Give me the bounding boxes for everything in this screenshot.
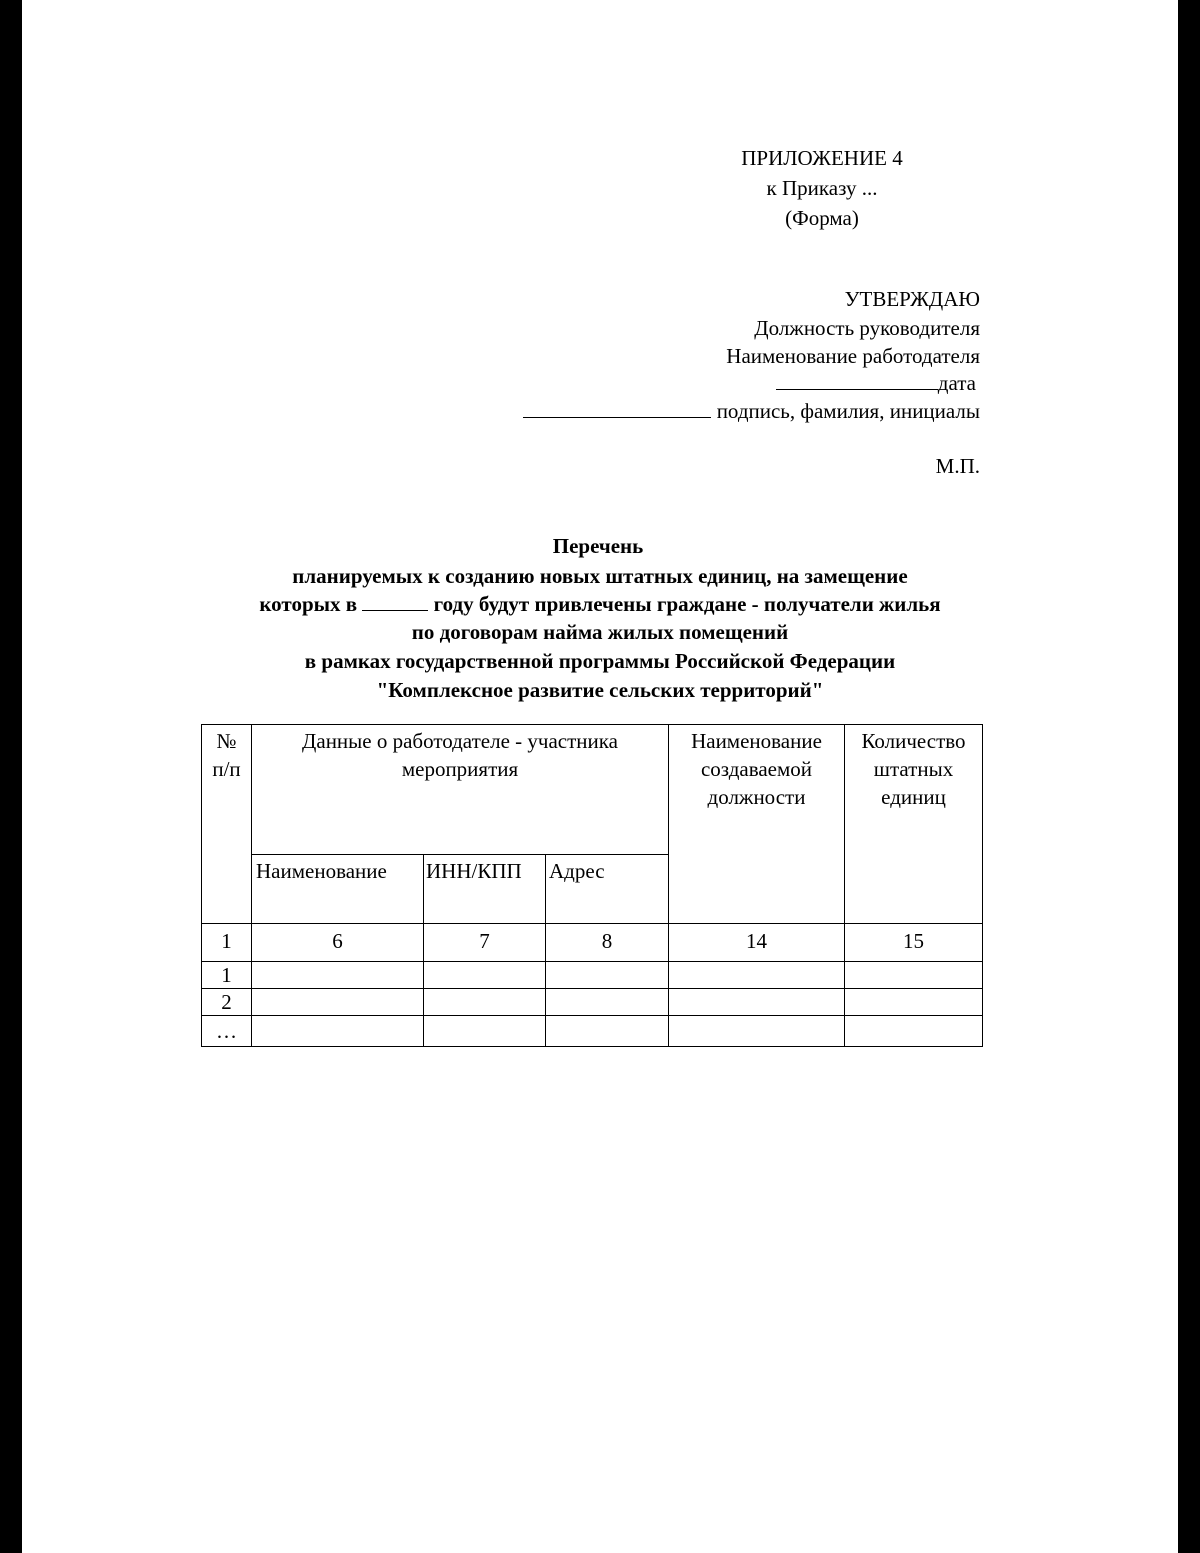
signature-blank — [523, 397, 711, 418]
header-employer-data-text: Данные о работодателе - участника мероприятия — [302, 729, 618, 781]
column-number-8: 8 — [546, 924, 669, 962]
column-numbers-row — [202, 924, 983, 962]
subheader-inn-kpp: ИНН/КПП — [424, 855, 546, 924]
title-line-2: планируемых к созданию новых штатных единиц, на замещение — [292, 564, 908, 588]
header-position-name — [669, 725, 845, 924]
approval-heading: УТВЕРЖДАЮ — [844, 287, 980, 311]
column-number-15: 15 — [845, 924, 983, 962]
subheader-name: Наименование — [252, 855, 424, 924]
empty-cell — [252, 1016, 424, 1047]
title-line-3-end: году будут привлечены граждане - получатели жилья — [433, 592, 941, 616]
row-number: … — [202, 1016, 252, 1047]
header-number-abbr: п/п — [212, 757, 241, 781]
empty-cell — [845, 989, 983, 1016]
title-line-4: по договорам найма жилых помещений — [411, 620, 789, 644]
appendix-order-reference: к Приказу ... — [766, 176, 878, 200]
document-title: Перечень — [552, 534, 644, 558]
subheader-address: Адрес — [546, 855, 669, 924]
header-position-name-text: Наименование создаваемой должности — [691, 729, 822, 809]
row-number: 1 — [202, 962, 252, 989]
document-page — [22, 0, 1178, 1553]
title-line-3-start: которых в — [259, 592, 358, 616]
empty-cell — [424, 1016, 546, 1047]
header-row-number — [202, 725, 252, 924]
approval-date-line — [776, 369, 976, 397]
column-number-14: 14 — [669, 924, 845, 962]
empty-cell — [669, 962, 845, 989]
empty-cell — [252, 962, 424, 989]
table-row — [202, 989, 983, 1016]
column-number-7: 7 — [424, 924, 546, 962]
empty-cell — [546, 962, 669, 989]
title-line-6: "Комплексное развитие сельских территорий" — [376, 678, 824, 702]
column-number-1: 1 — [202, 924, 252, 962]
approval-position: Должность руководителя — [754, 316, 980, 340]
date-blank — [776, 369, 938, 390]
appendix-block — [702, 144, 942, 232]
table-row — [202, 1016, 983, 1047]
signature-label: подпись, фамилия, инициалы — [716, 399, 980, 423]
approval-employer: Наименование работодателя — [726, 344, 980, 368]
appendix-number: ПРИЛОЖЕНИЕ 4 — [741, 146, 903, 170]
date-label: дата — [937, 371, 976, 395]
header-staff-count — [845, 725, 983, 924]
empty-cell — [424, 962, 546, 989]
header-number-sign: № — [216, 729, 237, 753]
empty-cell — [252, 989, 424, 1016]
empty-cell — [845, 1016, 983, 1047]
seal-label: М.П. — [935, 454, 980, 478]
empty-cell — [424, 989, 546, 1016]
empty-cell — [845, 962, 983, 989]
header-employer-data — [252, 725, 669, 855]
row-number: 2 — [202, 989, 252, 1016]
empty-cell — [669, 1016, 845, 1047]
header-staff-count-text: Количество штатных единиц — [861, 729, 966, 809]
appendix-form-label: (Форма) — [785, 206, 859, 230]
year-blank — [362, 592, 428, 611]
empty-cell — [546, 989, 669, 1016]
title-line-3 — [22, 590, 1178, 618]
title-line-5: в рамках государственной программы Российской Федерации — [304, 649, 896, 673]
empty-cell — [546, 1016, 669, 1047]
empty-cell — [669, 989, 845, 1016]
table-header-row — [202, 725, 983, 855]
staff-units-table — [201, 724, 983, 1047]
table-row — [202, 962, 983, 989]
column-number-6: 6 — [252, 924, 424, 962]
approval-signature-line — [523, 397, 980, 425]
